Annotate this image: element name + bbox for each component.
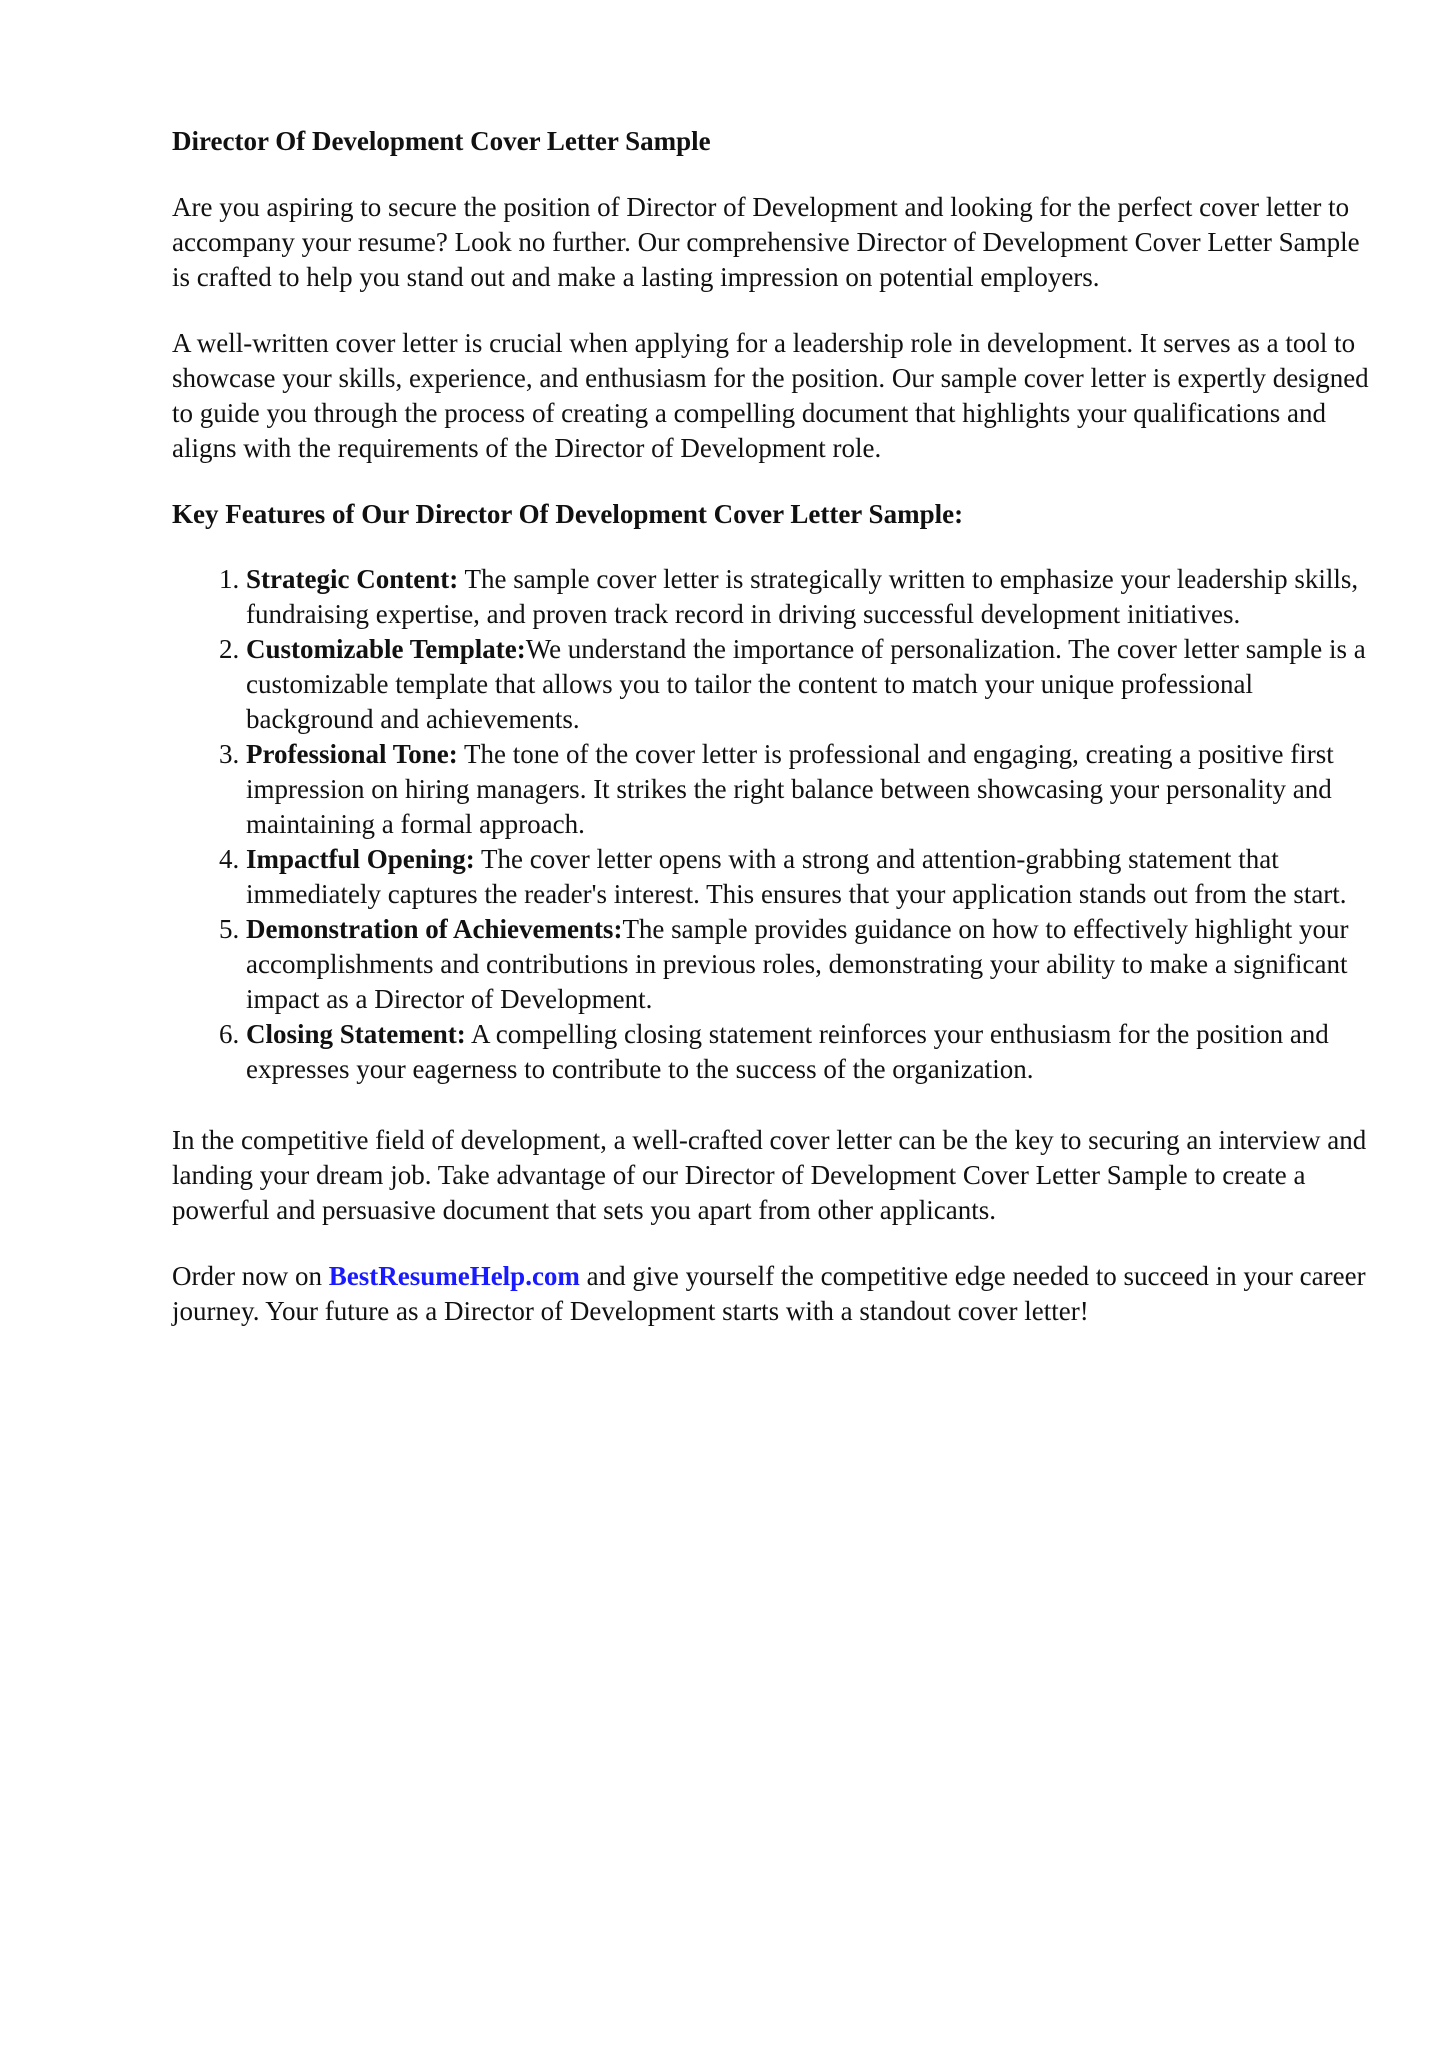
intro-paragraph-1: Are you aspiring to secure the position of Director of Development and looking for the perfect cover letter to accompany your resume? Look no further. Our comprehensive Director of Development Cover Letter Sample is crafted to help you stand out and make a lasting impression on potential employers. — [172, 192, 1360, 292]
feature-item-customizable-template — [246, 632, 1372, 737]
intro-paragraph-2: A well-written cover letter is crucial when applying for a leadership role in development. It serves as a tool to showcase your skills, experience, and enthusiasm for the position. Our sample cover letter is expertly designed to guide you through the process of creating a compelling document that highlights your qualifications and aligns with the requirements of the Director of Development role. — [172, 328, 1369, 463]
document-title: Director Of Development Cover Letter Sample — [172, 126, 711, 156]
features-heading: Key Features of Our Director Of Development Cover Letter Sample: — [172, 499, 964, 529]
feature-label: Closing Statement: — [246, 1019, 466, 1049]
feature-item-strategic-content — [246, 562, 1372, 632]
feature-item-impactful-opening — [246, 842, 1372, 912]
feature-label: Impactful Opening: — [246, 844, 475, 874]
bestresumehelp-link[interactable]: BestResumeHelp.com — [328, 1261, 580, 1291]
outro-paragraph: In the competitive field of development, a well-crafted cover letter can be the key to securing an interview and landing your dream job. Take advantage of our Director of Development Cover Letter Sample to create a powerful and persuasive document that sets you apart from other applicants. — [172, 1125, 1367, 1225]
feature-text: A compelling closing statement reinforces your enthusiasm for the position and expresses your eagerness to contribute to the success of the organization. — [246, 1019, 1329, 1084]
feature-text: The sample cover letter is strategically written to emphasize your leadership skills, fundraising expertise, and proven track record in driving successful development initiatives. — [246, 564, 1359, 629]
order-paragraph — [172, 1259, 1372, 1329]
document-page — [172, 124, 1372, 1360]
order-suffix: and give yourself the competitive edge needed to succeed in your career journey. Your future as a Director of Development starts with a standout cover letter! — [172, 1261, 1366, 1326]
feature-label: Strategic Content: — [246, 564, 459, 594]
feature-item-professional-tone — [246, 737, 1372, 842]
feature-label: Demonstration of Achievements: — [246, 914, 623, 944]
feature-text: We understand the importance of personalization. The cover letter sample is a customizable template that allows you to tailor the content to match your unique professional background and achievements. — [246, 634, 1366, 734]
feature-label: Professional Tone: — [246, 739, 458, 769]
feature-item-demonstration-of-achievements — [246, 912, 1372, 1017]
features-list — [172, 562, 1372, 1087]
feature-text: The tone of the cover letter is professional and engaging, creating a positive first impression on hiring managers. It strikes the right balance between showcasing your personality and maintaining a formal approach. — [246, 739, 1334, 839]
feature-label: Customizable Template: — [246, 634, 526, 664]
feature-text: The sample provides guidance on how to effectively highlight your accomplishments and contributions in previous roles, demonstrating your ability to make a significant impact as a Director of Development. — [246, 914, 1349, 1014]
feature-item-closing-statement — [246, 1017, 1372, 1087]
feature-text: The cover letter opens with a strong and attention-grabbing statement that immediately captures the reader's interest. This ensures that your application stands out from the start. — [246, 844, 1347, 909]
order-prefix: Order now on — [172, 1261, 329, 1291]
